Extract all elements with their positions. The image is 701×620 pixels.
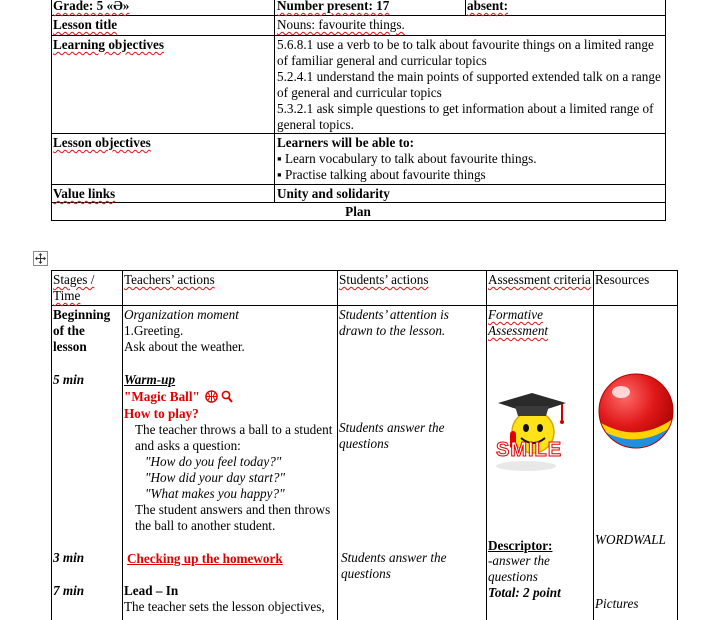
lesson-objective-text: Practise talking about favourite things — [284, 167, 486, 182]
formative-assessment: Formative Assessment — [488, 307, 549, 338]
magnifier-icon — [221, 390, 233, 403]
warm-up-heading: Warm-up — [124, 372, 176, 387]
number-present: Number present: 17 — [277, 0, 390, 13]
column-header-resources: Resources — [595, 272, 650, 287]
learning-objective: 5.2.4.1 understand the main points of supported extended talk on a range of general and curricular topics — [277, 69, 661, 100]
absent-label: absent: — [467, 0, 509, 13]
instruction-line: The student answers and then throws the ball to another student. — [135, 502, 331, 533]
plan-heading: Plan — [345, 204, 371, 219]
smile-graduate-image — [488, 388, 584, 474]
organization-moment: Organization moment — [124, 307, 239, 322]
question-line: "How did your day start?" — [145, 470, 286, 485]
lead-in-heading: Lead – In — [124, 583, 179, 598]
lesson-title-value: Nouns: favourite things. — [277, 17, 405, 32]
game-instructions — [135, 422, 335, 534]
lesson-objective-item — [277, 151, 537, 167]
column-header-teachers: Teachers’ actions — [124, 272, 215, 287]
total-points: Total: 2 point — [488, 585, 561, 600]
question-line: "What makes you happy?" — [145, 486, 285, 501]
question-line: "How do you feel today?" — [145, 454, 282, 469]
colorful-ball-image — [597, 372, 675, 450]
time-3-min: 3 min — [53, 550, 85, 565]
stage-beginning: Beginning of the lesson — [53, 307, 111, 354]
descriptor-text: -answer the questions — [488, 553, 550, 584]
move-arrows-icon — [34, 252, 47, 265]
learning-objective: 5.3.2.1 ask simple questions to get information about a limited range of general topics. — [277, 101, 654, 132]
bullet-icon: ▪ — [277, 151, 282, 166]
lesson-objectives-label: Lesson objectives — [53, 135, 151, 150]
value-links-label: Value links — [53, 186, 116, 201]
grade-label: Grade: 5 «Ә» — [53, 0, 130, 13]
lesson-title-label: Lesson title — [53, 17, 118, 32]
column-header-assessment: Assessment criteria — [488, 272, 591, 287]
checking-homework: Checking up the homework — [127, 551, 283, 566]
table-move-handle[interactable] — [33, 251, 48, 266]
lesson-objective-item — [277, 167, 486, 183]
instruction-line: The teacher throws a ball to a student and asks a question: — [135, 422, 333, 453]
bullet-icon: ▪ — [277, 167, 282, 182]
greeting: 1.Greeting. — [124, 323, 184, 338]
ask-weather: Ask about the weather. — [124, 339, 245, 354]
students-answer: Students answer the questions — [339, 420, 445, 451]
descriptor-label: Descriptor: — [488, 538, 553, 553]
value-links-value: Unity and solidarity — [277, 186, 390, 201]
how-to-play: How to play? — [124, 406, 199, 421]
students-attention: Students’ attention is drawn to the lesson. — [339, 307, 449, 338]
learners-will-heading: Learners will be able to: — [277, 135, 414, 150]
magic-ball-title: "Magic Ball" — [124, 389, 233, 405]
learning-objectives-label: Learning objectives — [53, 37, 164, 52]
lead-in-text: The teacher sets the lesson objectives, — [124, 599, 325, 614]
smile-label: SMILE — [496, 439, 563, 461]
wordwall-resource: WORDWALL — [595, 532, 666, 547]
learning-objective: 5.6.8.1 use a verb to be to talk about favourite things on a limited range of familiar general and curricular topics — [277, 37, 654, 68]
lesson-objective-text: Learn vocabulary to talk about favourite things. — [284, 151, 537, 166]
column-header-students: Students’ actions — [339, 272, 429, 287]
pictures-resource: Pictures — [595, 596, 639, 611]
column-header-stages: Stages / Time — [53, 272, 95, 303]
time-7-min: 7 min — [53, 583, 85, 598]
basketball-icon — [205, 390, 218, 403]
learning-objectives-list — [277, 37, 663, 133]
students-answer-homework: Students answer the questions — [341, 550, 447, 581]
time-5-min: 5 min — [53, 372, 85, 387]
